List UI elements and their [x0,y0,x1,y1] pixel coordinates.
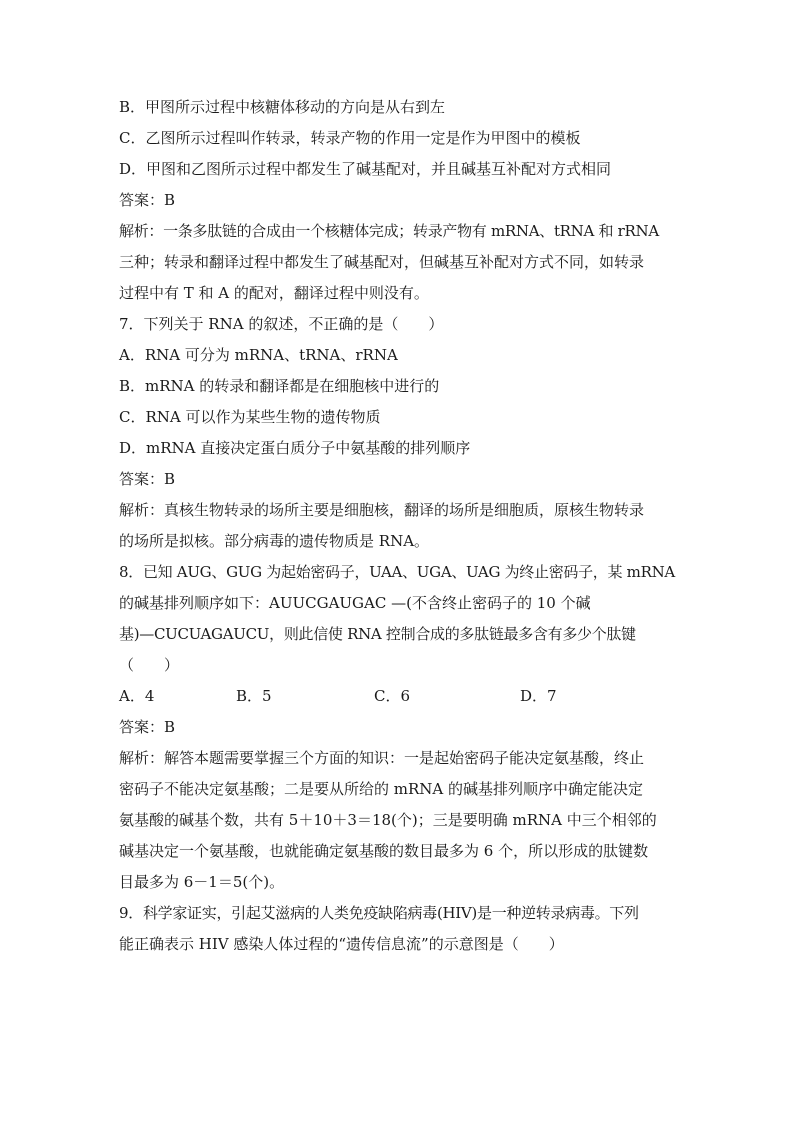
explanation-line: 解析：真核生物转录的场所主要是细胞核，翻译的场所是细胞质，原核生物转录 [119,501,645,519]
question-8-stem: 的碱基排列顺序如下：AUUCGAUGAC —(不含终止密码子的 10 个碱 [119,594,591,612]
explanation-line: 氨基酸的碱基个数，共有 5＋10＋3＝18(个)；三是要明确 mRNA 中三个相邻的 [119,811,657,829]
q8-option-c: C．6 [374,687,411,705]
explanation-line: 过程中有 T 和 A 的配对，翻译过程中则没有。 [119,284,429,302]
answer-line: 答案：B [119,718,176,736]
answer-line: 答案：B [119,470,176,488]
q8-options-row [119,681,679,712]
explanation-line: 的场所是拟核。部分病毒的遗传物质是 RNA。 [119,532,430,550]
answer-line: 答案：B [119,191,176,209]
explanation-line: 碱基决定一个氨基酸，也就能确定氨基酸的数目最多为 6 个，所以形成的肽键数 [119,842,649,860]
q8-option-a: A．4 [119,687,155,705]
q7-option-c: C．RNA 可以作为某些生物的遗传物质 [119,408,381,426]
question-8-blank: （ ） [119,656,180,674]
option-b-line: B．甲图所示过程中核糖体移动的方向是从右到左 [119,98,446,116]
q7-option-b: B．mRNA 的转录和翻译都是在细胞核中进行的 [119,377,440,395]
question-9-stem: 9．科学家证实，引起艾滋病的人类免疫缺陷病毒(HIV)是一种逆转录病毒。下列 [119,904,639,922]
explanation-line: 解析：解答本题需要掌握三个方面的知识：一是起始密码子能决定氨基酸，终止 [119,749,645,767]
q8-option-b: B．5 [236,687,272,705]
explanation-line: 目最多为 6－1＝5(个)。 [119,873,285,891]
option-d-line: D．甲图和乙图所示过程中都发生了碱基配对，并且碱基互补配对方式相同 [119,160,612,178]
explanation-line: 密码子不能决定氨基酸；二是要从所给的 mRNA 的碱基排列顺序中确定能决定 [119,780,644,798]
q8-option-d: D．7 [520,687,557,705]
document-page [119,92,679,960]
option-c-line: C．乙图所示过程叫作转录，转录产物的作用一定是作为甲图中的模板 [119,129,581,147]
question-8-stem: 8．已知 AUG、GUG 为起始密码子，UAA、UGA、UAG 为终止密码子，某 mRNA [119,563,675,581]
question-7-stem: 7．下列关于 RNA 的叙述，不正确的是（ ） [119,315,444,333]
q7-option-d: D．mRNA 直接决定蛋白质分子中氨基酸的排列顺序 [119,439,471,457]
q7-option-a: A．RNA 可分为 mRNA、tRNA、rRNA [119,346,398,364]
question-9-stem: 能正确表示 HIV 感染人体过程的“遗传信息流”的示意图是（ ） [119,935,564,953]
explanation-line: 三种；转录和翻译过程中都发生了碱基配对，但碱基互补配对方式不同，如转录 [119,253,645,271]
explanation-line: 解析：一条多肽链的合成由一个核糖体完成；转录产物有 mRNA、tRNA 和 rRNA [119,222,659,240]
question-8-stem: 基)—CUCUAGAUCU，则此信使 RNA 控制合成的多肽链最多含有多少个肽键 [119,625,636,643]
